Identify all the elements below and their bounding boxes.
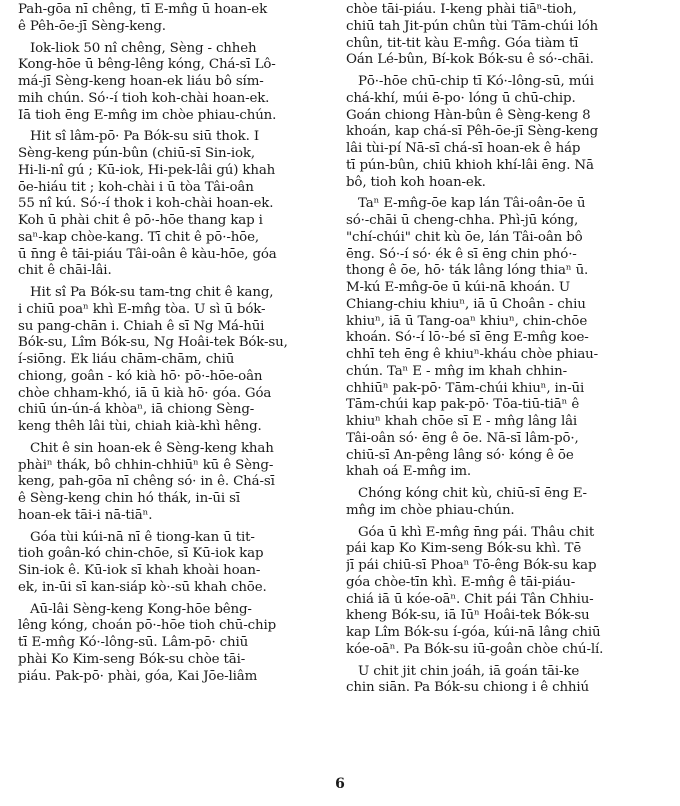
text-line: chhiūⁿ pak-pō· Tām-chúi khiuⁿ, in-ūi bbox=[346, 380, 585, 396]
paragraph bbox=[18, 441, 336, 525]
text-line: pái kap Ko Kim-seng Bók-su khì. Tē bbox=[346, 541, 582, 557]
text-line: Hit sî lâm-pō· Pa Bók-su siū thok. I bbox=[30, 129, 259, 145]
text-line: chòe chham-khó, iā ū kià hō· góa. Góa bbox=[18, 385, 272, 401]
text-line: góa chòe-tīn khì. Ē-mn̂g ê tāi-piáu- bbox=[346, 574, 576, 590]
paragraph bbox=[346, 525, 668, 659]
text-line: Koh ū phài chit ê pō·-hōe thang kap i bbox=[18, 213, 263, 228]
text-line: Pah-gōa nī chêng, tī Ē-mn̂g ū hoan-ek bbox=[18, 2, 268, 17]
text-line: "chí-chúi" chit kù ōe, lán Tâi-oân bô bbox=[346, 229, 583, 245]
text-line: ek, in-ūi sī kan-siáp kò·-sū khah chōe. bbox=[18, 579, 267, 595]
paragraph bbox=[18, 129, 336, 280]
text-line: mih chún. Só·-í tioh koh-chài hoan-ek. bbox=[18, 90, 270, 106]
text-line: thong ê ōe, hō· ták lâng lóng thiaⁿ ū. bbox=[346, 263, 589, 279]
text-line: mn̂g im chòe phiau-chún. bbox=[346, 502, 515, 518]
text-line: lâi tùi-pí Nā-sī chá-sī hoan-ek ê háp bbox=[346, 141, 581, 156]
text-line: tioh goân-kó chin-chōe, sī Kū-iok kap bbox=[18, 546, 264, 562]
text-line: khoán, kap chá-sī Pêh-ōe-jī Sèng-keng bbox=[346, 124, 599, 140]
text-line: ōe-hiáu tit ; koh-chài i ū tòa Tâi-oân bbox=[18, 179, 254, 195]
text-line: chiong, goân - kó kià hō· pō·-hōe-oân bbox=[18, 368, 263, 384]
text-line: chá-khí, múi ē-po· lóng ū chū-chip. bbox=[346, 90, 576, 106]
text-line: kap Lîm Bók-su í-góa, kúi-nā lâng chiū bbox=[346, 625, 601, 640]
text-line: Hi-li-nî gú ; Kū-iok, Hi-pek-lâi gú) khah bbox=[18, 162, 276, 178]
text-line: tī pún-bûn, chiū khioh khí-lâi ēng. Nā bbox=[346, 157, 594, 173]
paragraph bbox=[18, 2, 336, 36]
text-line: khoán. Só·-í lō·-bé sī ēng Ē-mn̂g koe- bbox=[346, 330, 589, 346]
paragraph bbox=[346, 2, 668, 69]
text-line: Goán chiong Hàn-bûn ê Sèng-keng 8 bbox=[346, 107, 591, 123]
text-line: Oán Lé-bûn, Bí-kok Bók-su ê só·-chāi. bbox=[346, 52, 594, 68]
text-line: Bók-su, Lîm Bók-su, N̄g Hoâi-tek Bók-su, bbox=[18, 335, 288, 351]
text-line: Góa tùi kúi-nā nī ê tiong-kan ū tit- bbox=[30, 529, 255, 545]
text-line: saⁿ-kap chòe-kang. Tī chit ê pō·-hōe, bbox=[18, 229, 259, 245]
text-line: Chiang-chiu khiuⁿ, iā ū Choân - chiu bbox=[346, 296, 586, 312]
text-line: i chiū poaⁿ khì Ē-mn̂g tòa. Ū sì ū bók- bbox=[18, 301, 266, 317]
text-line: chiá iā ū kóe-oāⁿ. Chit pái Tân Chhiu- bbox=[346, 591, 594, 607]
text-line: M̄-kú Ē-mn̂g-ōe ū kúi-nā khoán. Ū bbox=[346, 280, 571, 295]
text-line: su pang-chān i. Chiah ê sī N̄g Má-hūi bbox=[18, 318, 265, 334]
page-number: 6 bbox=[335, 776, 345, 792]
text-line: Taⁿ Ē-mn̂g-ōe kap lán Tâi-oân-ōe ū bbox=[358, 196, 586, 212]
paragraph bbox=[18, 285, 336, 436]
text-line: Iā tioh ēng Ē-mn̂g im chòe phiau-chún. bbox=[18, 107, 277, 123]
text-line: Sèng-keng pún-bûn (chiū-sī Sin-iok, bbox=[18, 146, 255, 161]
paragraph bbox=[346, 74, 668, 191]
text-line: chhī teh ēng ê khiuⁿ-kháu chòe phiau- bbox=[346, 347, 599, 362]
text-line: chiū tah Jit-pún chûn tùi Tām-chúi lóh bbox=[346, 18, 599, 34]
text-line: jī pái chiū-sī Phoaⁿ Tō-êng Bók-su kap bbox=[346, 558, 597, 573]
text-line: chit ê chāi-lâi. bbox=[18, 263, 112, 279]
paragraph bbox=[346, 664, 668, 698]
text-line: phài Ko Kim-seng Bók-su chòe tāi- bbox=[18, 651, 246, 667]
text-line: chin siān. Pa Bók-su chiong i ê chhiú bbox=[346, 680, 590, 696]
text-line: keng, pah-gōa nī chêng só· in ê. Chá-sī bbox=[18, 474, 275, 490]
text-line: 55 nî kú. Só·-í thok i koh-chài hoan-ek. bbox=[18, 196, 274, 212]
text-line: chûn, tit-tit kàu Ē-mn̂g. Góa tiàm tī bbox=[346, 35, 579, 51]
text-line: piáu. Pak-pō· phài, góa, Kai Jōe-liâm bbox=[18, 668, 258, 684]
text-line: kheng Bók-su, iā Iūⁿ Hoâi-tek Bók-su bbox=[346, 608, 590, 624]
paragraph bbox=[18, 530, 336, 597]
text-line: Góa ū khì Ē-mn̂g n̄ng pái. Thâu chit bbox=[358, 524, 595, 540]
text-line: tī Ē-mn̂g Kó·-lông-sū. Lâm-pō· chiū bbox=[18, 635, 249, 650]
text-line: Tām-chúi kap pak-pō· Tōa-tiū-tiāⁿ ê bbox=[346, 397, 580, 413]
text-line: chún. Taⁿ Ē - mn̂g im khah chhin- bbox=[346, 363, 567, 379]
text-line: í-siōng. Ék liáu chām-chām, chiū bbox=[18, 352, 235, 367]
text-line: ê Pêh-ōe-jī Sèng-keng. bbox=[18, 18, 166, 34]
text-line: chiū-sī An-pêng lâng só· kóng ê ōe bbox=[346, 447, 574, 463]
paragraph bbox=[18, 602, 336, 686]
left-text-column bbox=[18, 2, 336, 690]
text-line: só·-chāi ū cheng-chha. Phì-jū kóng, bbox=[346, 213, 579, 228]
text-line: ê Sèng-keng chin hó thák, in-ūi sī bbox=[18, 491, 240, 506]
paragraph bbox=[346, 196, 668, 481]
text-line: Kong-hōe ū bêng-lêng kóng, Chá-sī Lô- bbox=[18, 57, 276, 73]
paragraph bbox=[18, 41, 336, 125]
text-line: Chóng kóng chit kù, chiū-sī ēng Ē- bbox=[358, 486, 587, 501]
text-line: má-jī Sèng-keng hoan-ek liáu bô sím- bbox=[18, 74, 264, 89]
text-line: Iok-liok 50 nî chêng, Sèng - chheh bbox=[30, 40, 257, 56]
text-line: bô, tioh koh hoan-ek. bbox=[346, 174, 486, 190]
text-line: keng thêh lâi tùi, chiah kià-khì hêng. bbox=[18, 419, 262, 434]
text-line: ēng. Só·-í só· ék ê sī ēng chin phó·- bbox=[346, 246, 577, 262]
text-line: Tâi-oân só· ēng ê ōe. Nā-sī lâm-pō·, bbox=[346, 430, 579, 446]
text-line: phàiⁿ thák, bô chhin-chhiūⁿ kū ê Sèng- bbox=[18, 457, 274, 473]
text-line: chiū ún-ún-á khòaⁿ, iā chiong Sèng- bbox=[18, 402, 255, 418]
text-line: ū n̄ng ê tāi-piáu Tâi-oân ê kàu-hōe, góa bbox=[18, 246, 277, 262]
text-line: Chit ê sin hoan-ek ê Sèng-keng khah bbox=[30, 440, 274, 456]
text-line: Ū chit jit chin joáh, iā goán tāi-ke bbox=[358, 663, 580, 679]
text-line: khiuⁿ, iā ū Tang-oaⁿ khiuⁿ, chin-chōe bbox=[346, 313, 588, 329]
text-line: lêng kóng, choán pō·-hōe tioh chū-chip bbox=[18, 618, 277, 634]
text-line: chòe tāi-piáu. I-keng phài tiāⁿ-tioh, bbox=[346, 2, 577, 17]
right-text-column bbox=[346, 2, 668, 702]
text-line: khah oá Ē-mn̂g im. bbox=[346, 464, 472, 480]
text-line: Hit sî Pa Bók-su tam-tng chit ê kang, bbox=[30, 285, 274, 300]
paragraph bbox=[346, 486, 668, 520]
text-line: khiuⁿ khah chōe sī Ē - mn̂g lâng lâi bbox=[346, 414, 578, 429]
text-line: Pō·-hōe chū-chip tī Kó·-lông-sū, múi bbox=[358, 74, 594, 89]
text-line: hoan-ek tāi-i nā-tiāⁿ. bbox=[18, 507, 153, 523]
text-line: kóe-oāⁿ. Pa Bók-su iū-goân chòe chú-lí. bbox=[346, 641, 604, 657]
text-line: Sin-iok ê. Kū-iok sī khah khoài hoan- bbox=[18, 563, 261, 578]
text-line: Aū-lâi Sèng-keng Kong-hōe bêng- bbox=[30, 601, 252, 617]
